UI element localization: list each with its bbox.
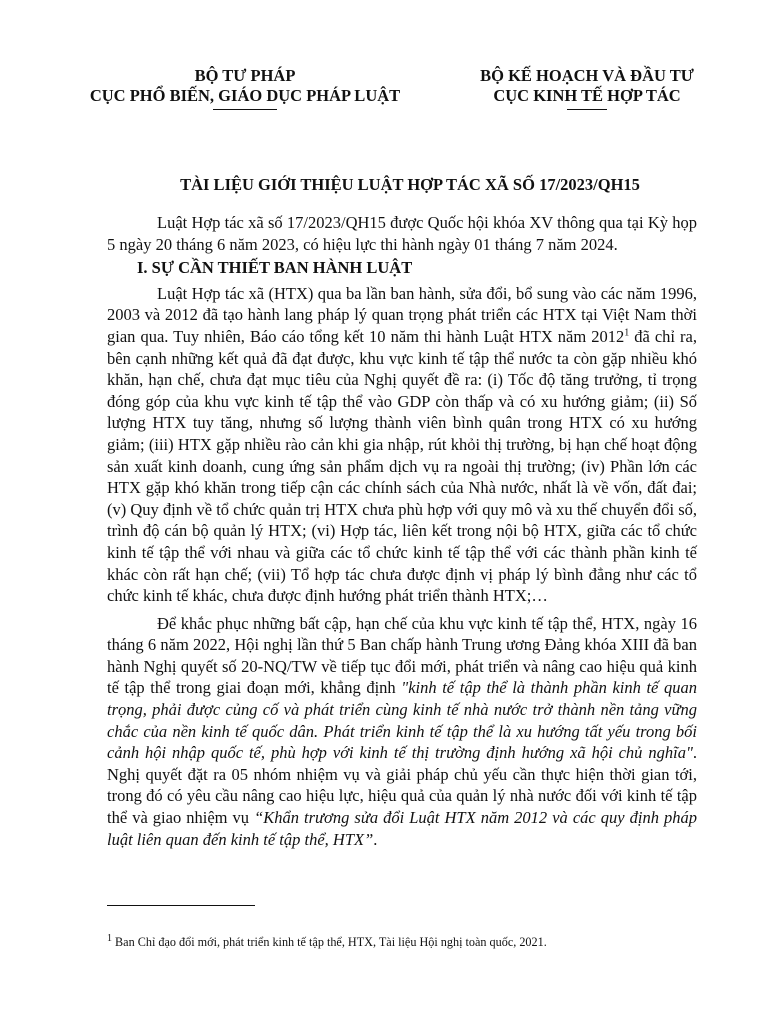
document-body — [107, 212, 697, 850]
footnote-divider — [107, 905, 255, 906]
ministry-name-right: BỘ KẾ HOẠCH VÀ ĐẦU TƯ — [480, 66, 694, 85]
document-title: TÀI LIỆU GIỚI THIỆU LUẬT HỢP TÁC XÃ SỐ 17/2023/QH15 — [180, 175, 640, 194]
department-name-left: CỤC PHỔ BIẾN, GIÁO DỤC PHÁP LUẬT — [89, 86, 401, 105]
body-paragraph-1 — [107, 283, 697, 607]
footnote-text: Ban Chỉ đạo đổi mới, phát triển kinh tế tập thể, HTX, Tài liệu Hội nghị toàn quốc, 2021. — [112, 935, 547, 949]
issuing-agency-left — [60, 66, 430, 110]
header-divider-right — [567, 109, 607, 110]
task-quote: “Khẩn trương sửa đổi Luật HTX năm 2012 và các quy định pháp luật liên quan đến kinh tế tập thể, HTX” — [107, 808, 697, 849]
footnote — [107, 934, 707, 950]
paragraph-2-text-b: . Nghị quyết đặt ra 05 nhóm nhiệm vụ và giải pháp chủ yếu cần thực hiện thời gian tới, trong đó có yêu cầu nâng cao hiệu lực, hiệu quả của quản lý nhà nước đối với kinh tế tập thể và giao nhiệm vụ — [107, 743, 697, 828]
issuing-agency-right — [442, 66, 732, 110]
paragraph-2-text-a: Để khắc phục những bất cập, hạn chế của khu vực kinh tế tập thể, HTX, ngày 16 tháng 6 năm 2022, Hội nghị lần thứ 5 Ban chấp hành Trung ương Đảng khóa XIII đã ban hành Nghị quyết số 20-NQ/TW về tiếp tục đổi mới, phát triển và nâng cao hiệu quả kinh tế tập thể trong giai đoạn mới, khẳng định — [107, 613, 697, 698]
body-paragraph-2 — [107, 613, 697, 851]
ministry-name-left: BỘ TƯ PHÁP — [194, 66, 296, 85]
footnote-reference[interactable]: 1 — [624, 327, 630, 339]
section-heading: I. SỰ CẦN THIẾT BAN HÀNH LUẬT — [137, 258, 413, 278]
document-header — [0, 66, 768, 126]
footnote-number: 1 — [107, 932, 112, 944]
paragraph-2-end: . — [373, 829, 378, 849]
header-divider-left — [213, 109, 277, 110]
department-name-right: CỤC KINH TẾ HỢP TÁC — [493, 86, 681, 105]
intro-paragraph: Luật Hợp tác xã số 17/2023/QH15 được Quốc hội khóa XV thông qua tại Kỳ họp 5 ngày 20 tháng 6 năm 2023, có hiệu lực thi hành ngày 01 tháng 7 năm 2024. — [107, 213, 697, 254]
resolution-quote: "kinh tế tập thể là thành phần kinh tế quan trọng, phải được củng cố và phát triển cùng kinh tế nhà nước trở thành nền tảng vững chắc của nền kinh tế quốc dân. Phát triển kinh tế tập thể là xu hướng tất yếu trong bối cảnh hội nhập quốc tế, phù hợp với kinh tế thị trường định hướng xã hội chủ nghĩa" — [107, 678, 697, 763]
paragraph-1-text-a: Luật Hợp tác xã (HTX) qua ba lần ban hành, sửa đổi, bổ sung vào các năm 1996, 2003 và 2012 đã tạo hành lang pháp lý quan trọng phát triển các HTX tại Việt Nam thời gian qua. Tuy nhiên, Báo cáo tổng kết 10 năm thi hành Luật HTX năm 2012 — [107, 283, 697, 346]
paragraph-1-text-b: đã chỉ ra, bên cạnh những kết quả đã đạt được, khu vực kinh tế tập thể nước ta còn gặp nhiều khó khăn, hạn chế, chưa đạt mục tiêu của Nghị quyết đề ra: (i) Tốc độ tăng trưởng, tỉ trọng đóng góp của khu vực kinh tế tập thể vào GDP còn thấp và có xu hướng giảm; (ii) Số lượng HTX tuy tăng, nhưng số lượng thành viên bình quân trong HTX có xu hướng giảm; (iii) HTX gặp nhiều rào cản khi gia nhập, rút khỏi thị trường, bị hạn chế hoạt động sản xuất kinh doanh, cung ứng sản phẩm dịch vụ ra ngoài thị trường; (iv) Phần lớn các HTX gặp khó khăn trong tiếp cận các chính sách của Nhà nước, nhất là về vốn, đất đai; (v) Quy định về tổ chức quản trị HTX chưa phù hợp với quy mô và xu thế chuyển đổi số, trình độ cán bộ quản lý HTX; (vi) Hợp tác, liên kết trong nội bộ HTX, giữa các tổ chức kinh tế tập thể với nhau và giữa các tổ chức kinh tế tập thể với các thành phần kinh tế khác còn rất hạn chế; (vii) Tổ hợp tác chưa được định vị pháp lý bình đẳng như các tổ chức kinh tế khác, chưa được định hướng phát triển thành HTX;… — [107, 326, 697, 606]
